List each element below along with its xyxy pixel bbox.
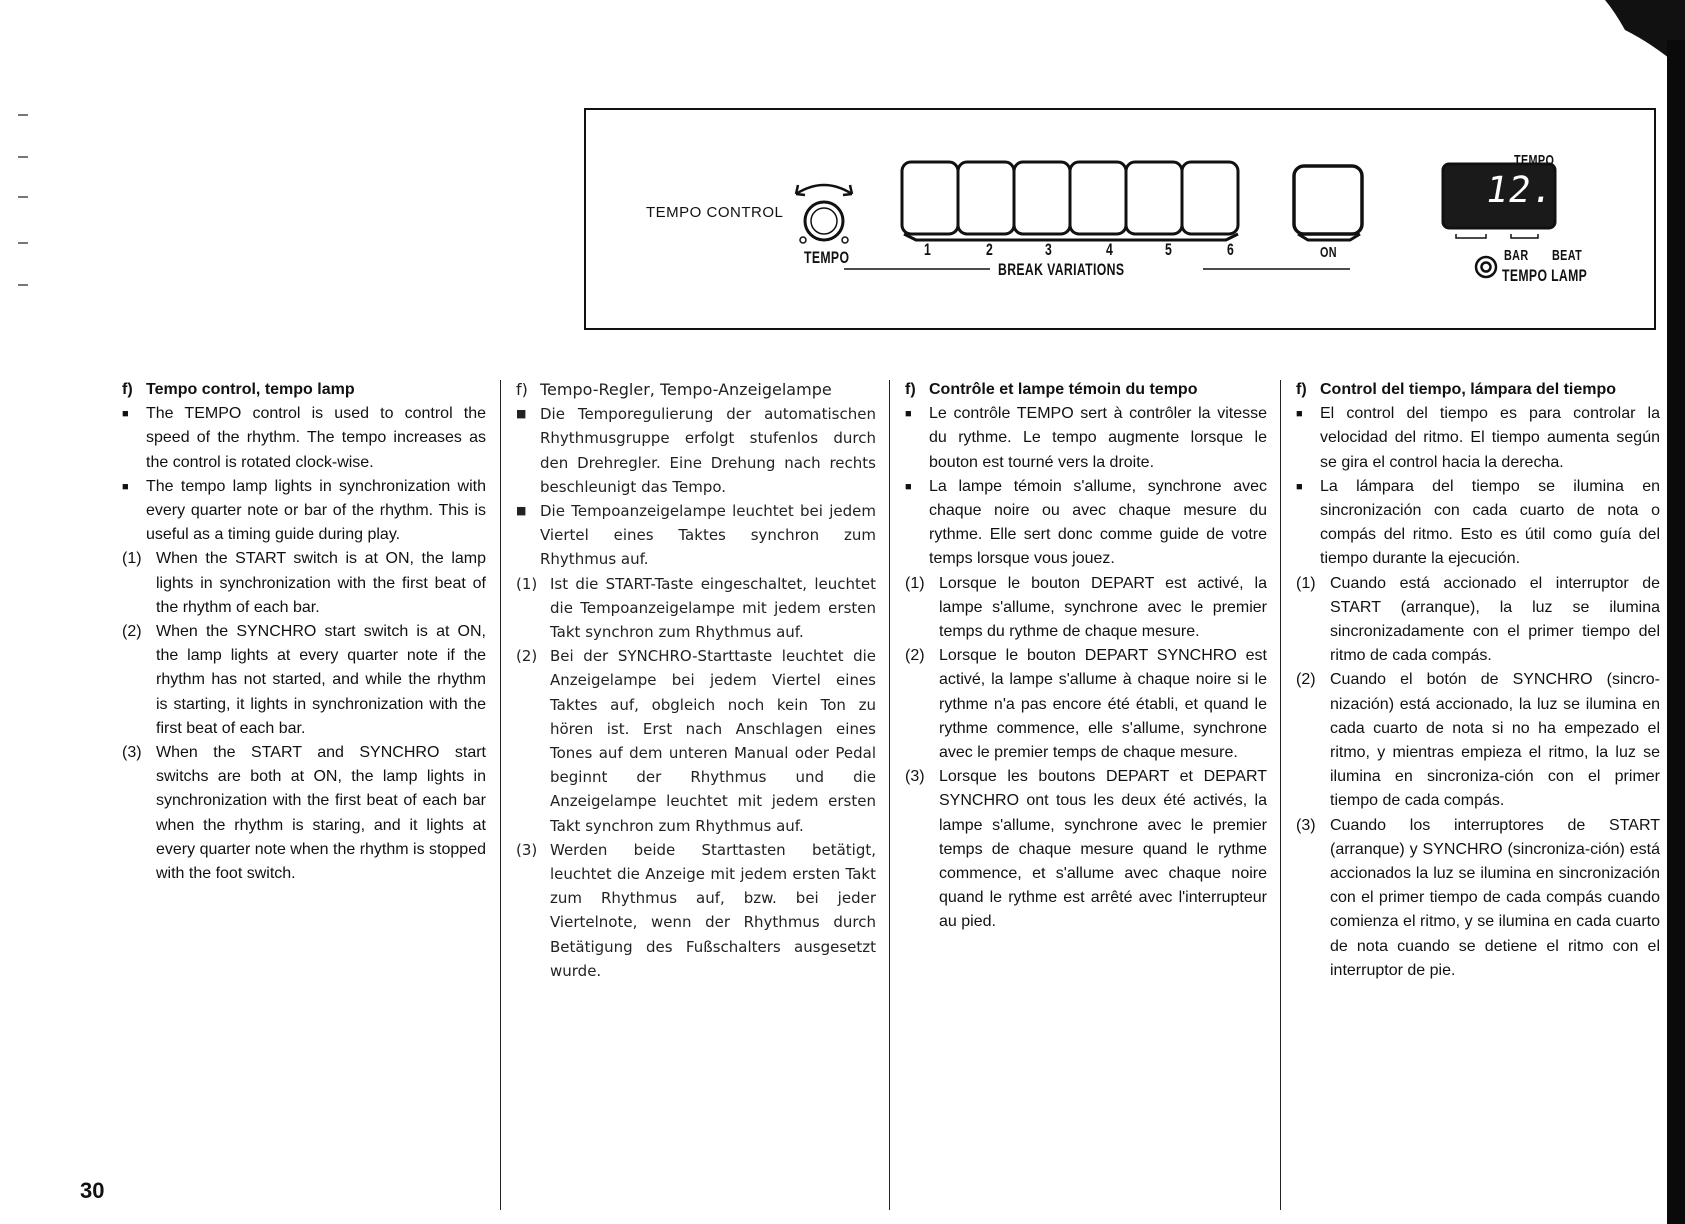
list-item: ■ La lámpara del tiempo se ilumina en sincronización con cada cuarto de nota o compás del ritmo. Esto es útil como guía del tiempo durante la ejecución. [1296, 477, 1660, 568]
list-item: ■ Die Temporegulierung der automatischen Rhythmusgruppe erfolgt stufenlos durch den Drehregler. Eine Drehung nach rechts beschleunigt das Tempo. [516, 405, 876, 496]
list-item: ■ El control del tiempo es para controlar la velocidad del ritmo. El tiempo aumenta según se gira el control hacia la derecha. [1296, 405, 1660, 471]
tempo-panel-diagram [584, 108, 1656, 330]
list-item: (1) When the START switch is at ON, the lamp lights in synchronization with the first beat of the rhythm of each bar. [122, 550, 486, 616]
display-title: TEMPO [1514, 152, 1555, 169]
list-item: (2) When the SYNCHRO start switch is at ON, the lamp lights at every quarter note if the rhythm has not started, and while the rhythm is starting, it lights in synchronization with the first beat of each bar. [122, 623, 486, 737]
tempo-knob-icon [796, 185, 852, 243]
list-item: (2) Bei der SYNCHRO-Starttaste leuchtet die Anzeigelampe bei jedem Viertel eines Taktes auf, obgleich noch kein Ton zu hören ist. Erst nach Anschlagen eines Tones auf dem unteren Manual oder Pedal beginnt der Rhythmus und die Anzeigelampe leuchtet mit jedem ersten Takt synchron zum Rhythmus auf. [516, 647, 876, 835]
on-label: ON [1320, 244, 1337, 261]
on-button-graphic [1294, 166, 1362, 240]
section-heading: f) Control del tiempo, lámpara del tiempo [1296, 381, 1617, 398]
section-heading: f) Contrôle et lampe témoin du tempo [905, 381, 1198, 398]
break-button-number: 2 [986, 240, 994, 259]
page-edge-shadow [1667, 40, 1685, 1224]
break-button-number: 3 [1045, 240, 1053, 259]
list-item: (3) Lorsque les boutons DEPART et DEPART SYNCHRO ont tous les deux été activés, la lampe s'allume, synchrone avec le premier temps de chaque mesure quand le rythme commence, et s'allume avec chaque noire quand le rythme est arrêté avec l'interrupteur au pied. [905, 768, 1267, 931]
break-button-number: 1 [924, 240, 932, 259]
column-divider [500, 380, 501, 1210]
column-spanish [1296, 378, 1660, 983]
page-number: 30 [80, 1178, 105, 1203]
list-item: ■ Die Tempoanzeigelampe leuchtet bei jedem Viertel eines Taktes synchron zum Rhythmus auf. [516, 502, 876, 569]
column-divider [1280, 380, 1281, 1210]
list-item: ■ Le contrôle TEMPO sert à contrôler la vitesse du rythme. Le tempo augmente lorsque le bouton est tourné vers la droite. [905, 405, 1267, 471]
list-item: (2) Lorsque le bouton DEPART SYNCHRO est activé, la lampe s'allume à chaque noire si le rythme n'a pas encore été établi, et quand le rythme commence, elle s'allume, synchrone avec le premier temps de chaque mesure. [905, 647, 1267, 762]
break-buttons-graphic [902, 162, 1238, 240]
page-corner-shadow [1545, 0, 1685, 70]
tempo-lamp-label: TEMPO LAMP [1502, 266, 1588, 285]
beat-label: BEAT [1552, 247, 1583, 264]
list-item: ■ La lampe témoin s'allume, synchrone avec chaque noire ou avec chaque mesure du rythme. Elle sert donc comme guide de votre temps lorsque vous jouez. [905, 477, 1267, 568]
break-button-number: 6 [1227, 240, 1235, 259]
list-item: (1) Ist die START-Taste eingeschaltet, leuchtet die Tempoanzeigelampe mit jedem ersten Takt synchron zum Rhythmus auf. [516, 574, 876, 642]
column-german [516, 378, 876, 983]
list-item: ■ The tempo lamp lights in synchronization with every quarter note or bar of the rhythm. This is useful as a timing guide during play. [122, 477, 486, 544]
column-english [122, 378, 486, 886]
list-item: (3) Cuando los interruptores de START (arranque) y SYNCHRO (sincroniza-ción) está accionados la luz se ilumina en sincronización con el primer tiempo de cada compás cuando comienza el ritmo, y se ilumina en cada cuarto de nota cuando se detiene el ritmo con el interruptor de pie. [1296, 816, 1660, 979]
list-item: (3) Werden beide Starttasten betätigt, leuchtet die Anzeige mit jedem ersten Takt zum Rhythmus auf, bzw. bei jeder Viertelnote, wenn der Rhythmus durch Betätigung des Fußschalters ausgesetzt wurde. [516, 840, 876, 980]
tempo-knob-label: TEMPO [804, 248, 850, 267]
binding-marks [18, 110, 38, 310]
break-button-number: 4 [1106, 240, 1114, 259]
list-item: (3) When the START and SYNCHRO start switchs are both at ON, the lamp lights in synchronization with the first beat of each bar when the rhythm is staring, and it lights at every quarter note when the rhythm is stopped with the foot switch. [122, 744, 486, 883]
tempo-display-readout: 12.1 [1482, 170, 1581, 211]
column-french [905, 378, 1267, 935]
section-heading: f) Tempo control, tempo lamp [122, 381, 355, 398]
tempo-control-label: TEMPO CONTROL [646, 204, 784, 221]
bar-label: BAR [1504, 247, 1529, 264]
list-item: (1) Lorsque le bouton DEPART est activé, la lampe s'allume, synchrone avec le premier temps du rythme de chaque mesure. [905, 574, 1267, 641]
break-variations-label: BREAK VARIATIONS [998, 260, 1125, 279]
list-item: (1) Cuando está accionado el interruptor de START (arranque), la luz se ilumina sincronizadamente con el primer tiempo del ritmo de cada compás. [1296, 574, 1660, 665]
column-divider [889, 380, 890, 1210]
tempo-lamp-icon [1476, 257, 1496, 277]
list-item: ■ The TEMPO control is used to control the speed of the rhythm. The tempo increases as the control is rotated clock-wise. [122, 405, 486, 471]
list-item: (2) Cuando el botón de SYNCHRO (sincro-nización) está accionado, la luz se ilumina en cada cuarto de nota si no ha empezado el ritmo, y mientras empieza el ritmo, la luz se ilumina en sincroniza-ción con el primer tiempo de cada compás. [1296, 671, 1660, 810]
break-button-number: 5 [1165, 240, 1173, 259]
section-heading: f) Tempo-Regler, Tempo-Anzeigelampe [516, 380, 832, 399]
